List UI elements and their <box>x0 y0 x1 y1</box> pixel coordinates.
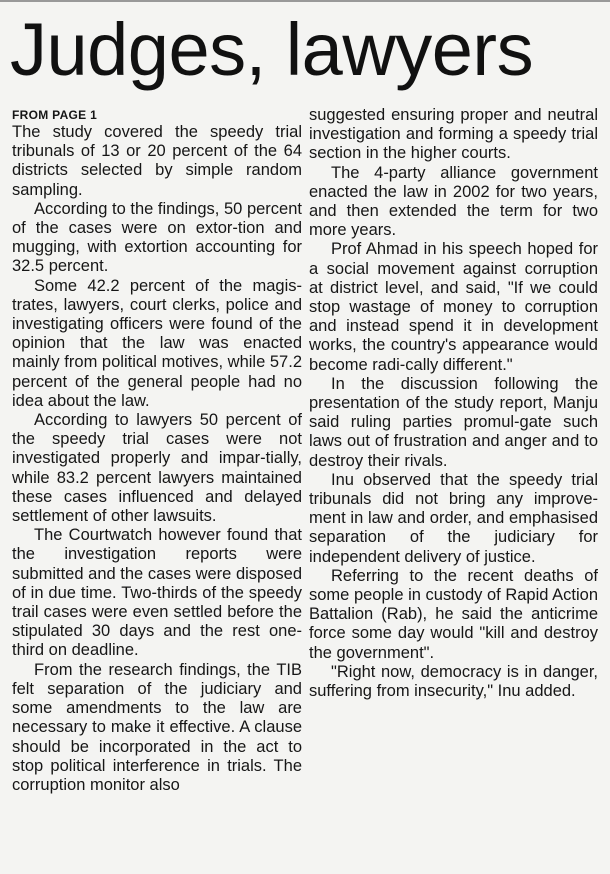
paragraph: According to lawyers 50 percent of the speedy trial cases were not investigated properly and impar-tially, while 83.2 percent lawyers maintained these cases influenced and delayed settlement of other lawsuits. <box>12 411 302 526</box>
left-column <box>12 108 302 795</box>
paragraph: According to the findings, 50 percent of the cases were on extor-tion and mugging, with extortion accounting for 32.5 percent. <box>12 199 302 276</box>
top-rule <box>0 0 610 2</box>
paragraph: The 4-party alliance government enacted the law in 2002 for two years, and then extended the term for two more years. <box>309 163 598 240</box>
headline: Judges, lawyers <box>10 8 534 91</box>
dateline: FROM PAGE 1 <box>12 108 98 122</box>
paragraph: Referring to the recent deaths of some people in custody of Rapid Action Battalion (Rab), he said the anticrime force some day would "kill and destroy the government". <box>309 566 598 662</box>
paragraph: The study covered the speedy trial tribunals of 13 or 20 percent of the 64 districts selected by simple random sampling. <box>12 123 302 199</box>
paragraph: The Courtwatch however found that the investigation reports were submitted and the cases were disposed of in due time. Two-thirds of the speedy trail cases were even settled before the stipulated 30 days and the rest one-third on deadline. <box>12 526 302 660</box>
paragraph: "Right now, democracy is in danger, suffering from insecurity," Inu added. <box>309 662 598 701</box>
paragraph: From the research findings, the TIB felt separation of the judiciary and some amendments to the law are necessary to make it effective. A clause should be incorporated in the act to stop political interference in trials. The corruption monitor also <box>12 660 302 794</box>
paragraph: Prof Ahmad in his speech hoped for a social movement against corruption at district level, and said, "If we could stop wastage of money to corruption and instead spend it in development works, the country's appearance would become radi-cally different." <box>309 240 598 374</box>
paragraph: In the discussion following the presentation of the study report, Manju said ruling parties promul-gate such laws out of frustration and anger and to destroy their rivals. <box>309 374 598 470</box>
right-column <box>309 106 598 701</box>
paragraph: Inu observed that the speedy trial tribunals did not bring any improve-ment in law and order, and emphasised separation of the judiciary for independent delivery of justice. <box>309 470 598 566</box>
paragraph: suggested ensuring proper and neutral investigation and forming a speedy trial section in the higher courts. <box>309 106 598 163</box>
paragraph: Some 42.2 percent of the magis-trates, lawyers, court clerks, police and investigating officers were found of the opinion that the law was enacted mainly from political motives, while 57.2 percent of the general people had no idea about the law. <box>12 276 302 410</box>
